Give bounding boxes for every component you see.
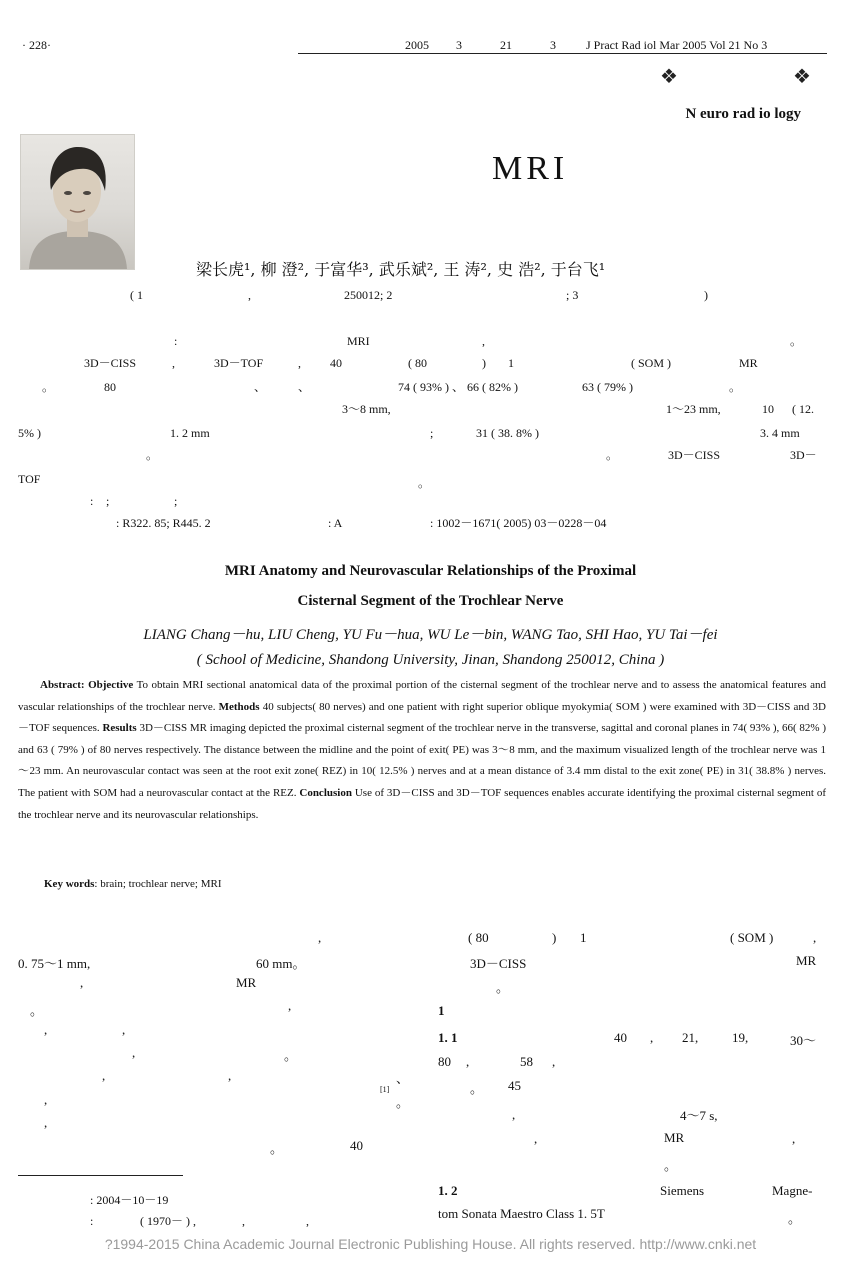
cn-keywords-fragment: ; — [174, 494, 178, 508]
cn-abstract-fragment: , — [482, 334, 485, 348]
body-fragment: 。 — [788, 1211, 802, 1226]
body-fragment: 80 — [438, 1054, 451, 1069]
cn-abstract-fragment: 10 — [762, 402, 774, 416]
english-title-line2: Cisternal Segment of the Trochlear Nerve — [297, 593, 564, 609]
cn-abstract-fragment: : — [174, 334, 178, 348]
body-fragment: , — [512, 1107, 516, 1122]
body-fragment: , — [44, 1092, 48, 1107]
author-photo — [20, 134, 135, 270]
subsection-heading-1-1: 1. 1 — [438, 1030, 458, 1045]
body-fragment: 58 — [520, 1054, 533, 1069]
results-label: Results — [102, 722, 137, 735]
body-fragment: , — [318, 930, 322, 945]
cn-abstract-fragment: 3D－ — [790, 448, 817, 462]
author-birth-year: ( 1970－ ) , — [140, 1214, 196, 1228]
body-fragment: , — [534, 1131, 538, 1146]
header-issue-number: 3 — [550, 38, 556, 52]
body-fragment: 4～7 s, — [680, 1108, 718, 1123]
conclusion-label: Conclusion — [299, 786, 352, 799]
body-fragment: , — [552, 1054, 556, 1069]
cn-abstract-fragment: ( 80 — [408, 356, 427, 370]
body-fragment: , — [44, 1022, 48, 1037]
cn-abstract-fragment: 。 — [42, 380, 55, 394]
portrait-icon — [21, 135, 134, 269]
cn-abstract-fragment: 1. 2 mm — [170, 426, 210, 440]
methods-label: Methods — [218, 700, 260, 713]
body-fragment: Magne- — [772, 1183, 813, 1198]
conclusion-text: Use of 3D－CISS and 3D－TOF sequences enables accurate identifying the proximal cisternal segment of the trochlear nerve and its neurovascular relationships. — [18, 786, 827, 821]
ornament-icon: ❖ — [660, 64, 678, 88]
affiliation-comma: , — [248, 288, 251, 302]
cn-abstract-fragment: 74 ( 93% ) 、 66 ( 82% ) — [398, 380, 518, 394]
cn-abstract-fragment: ( 12. — [792, 402, 814, 416]
body-fragment: 19, — [732, 1030, 749, 1045]
received-date: : 2004－10－19 — [90, 1193, 169, 1207]
affiliation-close: ) — [704, 288, 708, 302]
scanner-model: tom Sonata Maestro Class 1. 5T — [438, 1206, 605, 1221]
section-heading-1: 1 — [438, 1003, 445, 1018]
cn-abstract-fragment: MRI — [347, 334, 370, 348]
body-fragment: 40 — [350, 1138, 363, 1153]
body-fragment: 。 — [664, 1158, 678, 1173]
body-fragment: ) — [552, 930, 557, 945]
body-fragment: , — [288, 998, 292, 1013]
cn-abstract-fragment: 、 — [298, 380, 311, 394]
cn-abstract-fragment: 40 — [330, 356, 342, 370]
page-number: · 228· — [22, 38, 51, 52]
cn-abstract-fragment: MR — [739, 356, 758, 370]
footnote-fragment: , — [306, 1214, 309, 1228]
cn-abstract-fragment: 、 — [254, 380, 267, 394]
header-rule — [298, 53, 827, 54]
results-text: 3D－CISS MR imaging depicted the proximal cisternal segment of the trochlear nerve in the transverse, sagittal and coronal planes in 74( 93% ), 66( 82% ) and 63 ( 79% ) of 80 nerves respectively. The distance between the midline and the point of exit( PE) was 3～8 mm, and the maximum visualized length of the trochlear nerve was 1～23 mm. An neurovascular contact was seen at the root exit zone( REZ) in 10( 12.5% ) nerves and at a mean distance of 3.4 mm distal to the exit zone( PE) in 31( 38.8% ) nerves. The patient with SOM had a neurovascular contact at the REZ. — [18, 722, 827, 799]
body-fragment: 。 — [470, 1081, 484, 1096]
body-fragment: Siemens — [660, 1183, 705, 1198]
body-fragment: 、 — [396, 1071, 410, 1086]
keywords-label: Key words — [44, 878, 95, 890]
article-title: MRI — [492, 150, 569, 187]
cn-abstract-fragment: 3D－CISS — [668, 448, 721, 462]
body-fragment: 30～ — [790, 1033, 817, 1048]
objective-text: To obtain MRI sectional anatomical data of the proximal portion of the cisternal segment of the trochlear nerve and to assess the anatomical features and vascular relationships of the trochlear nerve. — [18, 679, 826, 713]
footnote-fragment: : — [90, 1214, 94, 1228]
body-fragment: 。 — [396, 1095, 410, 1110]
cn-abstract-fragment: 3. 4 mm — [760, 426, 800, 440]
body-fragment: , — [122, 1022, 126, 1037]
header-volume: 3 — [456, 38, 462, 52]
cn-abstract-fragment: 63 ( 79% ) — [582, 380, 633, 394]
cn-abstract-fragment: , — [172, 356, 175, 370]
abstract-label: Abstract: Objective — [40, 679, 134, 691]
cn-abstract-fragment: 1 — [508, 356, 514, 370]
body-fragment: 。 — [496, 980, 510, 995]
subsection-heading-1-2: 1. 2 — [438, 1183, 458, 1198]
header-year: 2005 — [405, 38, 429, 52]
keywords-text: : brain; trochlear nerve; MRI — [94, 878, 222, 890]
body-fragment: 60 mm。 — [256, 956, 306, 971]
cn-abstract-fragment: 3～8 mm, — [342, 402, 391, 416]
body-fragment: , — [792, 1131, 796, 1146]
cn-abstract-fragment: 5% ) — [18, 426, 41, 440]
cn-abstract-fragment: 。 — [606, 448, 619, 462]
section-label: N euro rad io logy — [685, 106, 801, 122]
affiliation-postcode: 250012; 2 — [344, 288, 393, 302]
body-fragment: , — [102, 1068, 106, 1083]
header-journal: J Pract Rad iol Mar 2005 Vol 21 No 3 — [586, 38, 768, 52]
article-id: : 1002－1671( 2005) 03－0228－04 — [430, 516, 607, 530]
body-fragment: 3D－CISS — [470, 956, 527, 971]
cn-abstract-fragment: 3D－CISS — [84, 356, 137, 370]
body-fragment: 。 — [284, 1048, 298, 1063]
body-fragment: , — [466, 1054, 470, 1069]
body-fragment: 。 — [30, 1003, 44, 1018]
body-fragment: , — [132, 1045, 136, 1060]
body-fragment: 。 — [270, 1141, 284, 1156]
body-fragment: , — [813, 930, 817, 945]
ornament-icon: ❖ — [793, 64, 811, 88]
reference-marker: [1] — [380, 1085, 390, 1094]
affiliation-separator: ; 3 — [566, 288, 579, 302]
methods-text: 40 subjects( 80 nerves) and one patient with right superior oblique myokymia( SOM ) were examined with 3D－CISS and 3D－TOF sequences. — [18, 700, 826, 735]
cn-abstract-fragment: 1～23 mm, — [666, 402, 721, 416]
cn-abstract-fragment: TOF — [18, 472, 41, 486]
footnote-fragment: , — [242, 1214, 245, 1228]
english-title-line1: MRI Anatomy and Neurovascular Relationships of the Proximal — [224, 563, 637, 579]
cn-abstract-fragment: 。 — [418, 476, 431, 490]
body-fragment: 0. 75～1 mm, — [18, 956, 91, 971]
body-fragment: , — [650, 1030, 654, 1045]
cn-abstract-fragment: 80 — [104, 380, 116, 394]
cn-abstract-fragment: 。 — [790, 334, 803, 348]
footnote-rule — [18, 1175, 183, 1176]
body-fragment: MR — [796, 953, 817, 968]
affiliation-open: ( 1 — [130, 288, 143, 302]
copyright-notice: ?1994-2015 China Academic Journal Electronic Publishing House. All rights reserved. http://www.cnki.net — [104, 1236, 757, 1252]
cn-abstract-fragment: 。 — [146, 448, 159, 462]
cn-abstract-fragment: 。 — [729, 380, 742, 394]
body-fragment: 21, — [682, 1030, 699, 1045]
english-affiliation: ( School of Medicine, Shandong University, Jinan, Shandong 250012, China ) — [196, 652, 665, 668]
header-volume-number: 21 — [500, 38, 512, 52]
body-fragment: , — [44, 1115, 48, 1130]
body-fragment: ( SOM ) — [730, 930, 774, 945]
cn-keywords-fragment: : — [90, 494, 94, 508]
english-author-list: LIANG Chang－hu, LIU Cheng, YU Fu－hua, WU Le－bin, WANG Tao, SHI Hao, YU Tai－fei — [143, 627, 718, 643]
body-fragment: MR — [236, 975, 257, 990]
body-fragment: ( 80 — [468, 930, 489, 945]
english-abstract — [18, 675, 826, 826]
body-fragment: 45 — [508, 1078, 521, 1093]
cn-abstract-fragment: 3D－TOF — [214, 356, 264, 370]
cn-abstract-fragment: , — [298, 356, 301, 370]
keywords — [44, 878, 222, 890]
body-fragment: 40 — [614, 1030, 627, 1045]
document-code: : A — [328, 516, 343, 530]
body-fragment: , — [228, 1068, 232, 1083]
cn-abstract-fragment: ( SOM ) — [631, 356, 672, 370]
cn-abstract-fragment: ; — [430, 426, 434, 440]
cn-keywords-fragment: ; — [106, 494, 110, 508]
classification-number: : R322. 85; R445. 2 — [116, 516, 211, 530]
body-fragment: , — [80, 975, 84, 990]
body-fragment: 1 — [580, 930, 587, 945]
cn-abstract-fragment: ) — [482, 356, 486, 370]
author-list: 梁长虎¹, 柳 澄², 于富华³, 武乐斌², 王 涛², 史 浩², 于台飞¹ — [196, 260, 606, 279]
cn-abstract-fragment: 31 ( 38. 8% ) — [476, 426, 539, 440]
body-fragment: MR — [664, 1130, 685, 1145]
